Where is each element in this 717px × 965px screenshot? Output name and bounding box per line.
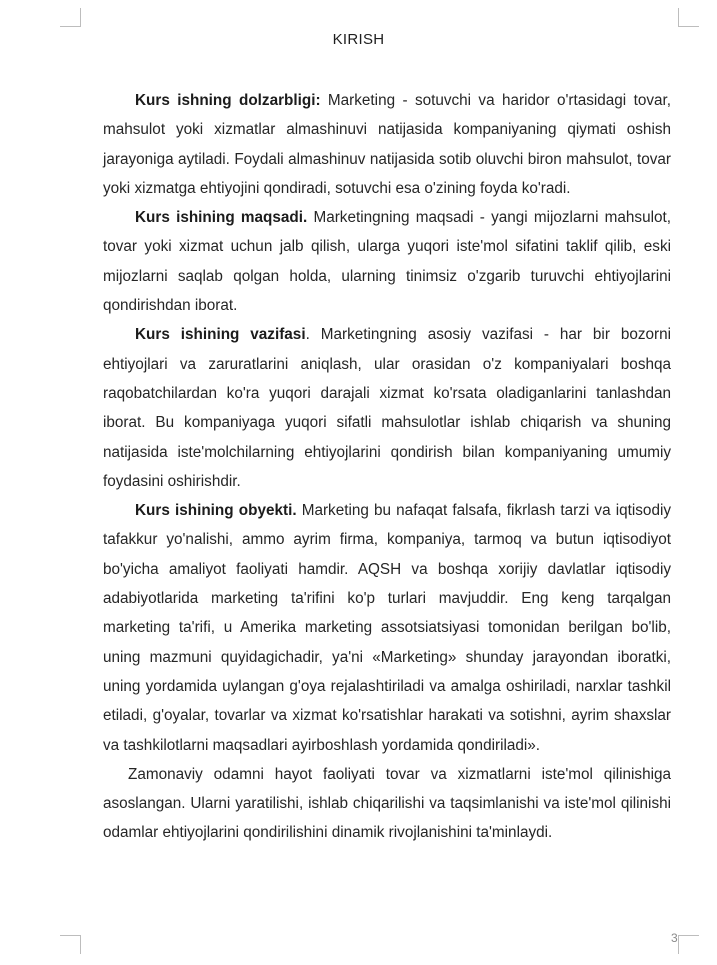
paragraph-body: . Marketingning asosiy vazifasi - har bir bozorni ehtiyojlari va zaruratlarini aniqlash, ular orasidan o'z kompaniyalari boshqa raqobatchilardan ko'ra yuqori darajali xizmat ko'rsata oladiganlarini tanlashdan iborat. Bu kompaniyaga yuqori sifatli mahsulotlar ishlab chiqarish va shuning natijasida iste'molchilarning ehtiyojlarini qondirish bilan kompaniyaning umumiy foydasini oshirishdir. xyxy=(103,326,671,490)
paragraph-object xyxy=(103,496,671,760)
paragraph-body: Marketing - sotuvchi va haridor o'rtasidagi tovar, mahsulot yoki xizmatlar almashinuvi natijasida kompaniyaning qiymati oshish jarayoniga aytiladi. Foydali almashinuv natijasida sotib oluvchi biron mahsulot, tovar yoki xizmatga ehtiyojini qondiradi, sotuvchi esa o'zining foyda ko'radi. xyxy=(103,92,671,197)
paragraph-body: Marketing bu nafaqat falsafa, fikrlash tarzi va iqtisodiy tafakkur yo'nalishi, ammo ayrim firma, kompaniya, tarmoq va butun iqtisodiyot bo'yicha amaliyot faoliyati hamdir. AQSH va boshqa xorijiy davlatlar iqtisodiy adabiyotlarida marketing ta'rifini ko'p turlari mavjuddir. Eng keng tarqalgan marketing ta'rifi, u Amerika marketing assotsiatsiyasi tomonidan berilgan bo'lib, uning mazmuni quyidagichadir, ya'ni «Marketing» shunday jarayondan iboratki, uning yordamida uylangan g'oya rejalashtiriladi va amalga oshiriladi, narxlar tashkil etiladi, g'oyalar, tovarlar va xizmat ko'rsatishlar harakati va sotishni, ayrim shaxslar va tashkilotlarni maqsadlari ayirboshlash yordamida qondiriladi». xyxy=(103,502,671,754)
crop-mark-top-left xyxy=(60,8,81,27)
paragraph-heading: Kurs ishining vazifasi xyxy=(135,326,306,344)
paragraph-heading: Kurs ishining maqsadi. xyxy=(135,209,308,227)
body-text xyxy=(103,86,671,848)
crop-mark-bottom-left xyxy=(60,935,81,954)
paragraph-modern xyxy=(103,760,671,848)
paragraph-body: Marketingning maqsadi - yangi mijozlarni mahsulot, tovar yoki xizmat uchun jalb qilish, ularga yuqori iste'mol sifatini taklif qilib, eski mijozlarni saqlab qolgan holda, ularning tinimsiz o'zgarib turuvchi ehtiyojlarini qondirishdan iborat. xyxy=(103,209,671,315)
paragraph-task xyxy=(103,320,671,496)
paragraph-goal xyxy=(103,203,671,320)
crop-mark-bottom-right xyxy=(678,935,699,954)
page-number: 3 xyxy=(671,931,678,945)
paragraph-heading: Kurs ishning dolzarbligi: xyxy=(135,92,321,109)
paragraph-relevance xyxy=(103,86,671,203)
crop-mark-top-right xyxy=(678,8,699,27)
page-title: KIRISH xyxy=(332,31,385,48)
paragraph-heading: Kurs ishining obyekti. xyxy=(135,502,297,520)
paragraph-body: Zamonaviy odamni hayot faoliyati tovar va xizmatlarni iste'mol qilinishiga asoslangan. Ularni yaratilishi, ishlab chiqarilishi va taqsimlanishi va iste'mol qilinishi odamlar ehtiyojlarini qondirilishini dinamik rivojlanishini ta'minlaydi. xyxy=(103,765,671,842)
